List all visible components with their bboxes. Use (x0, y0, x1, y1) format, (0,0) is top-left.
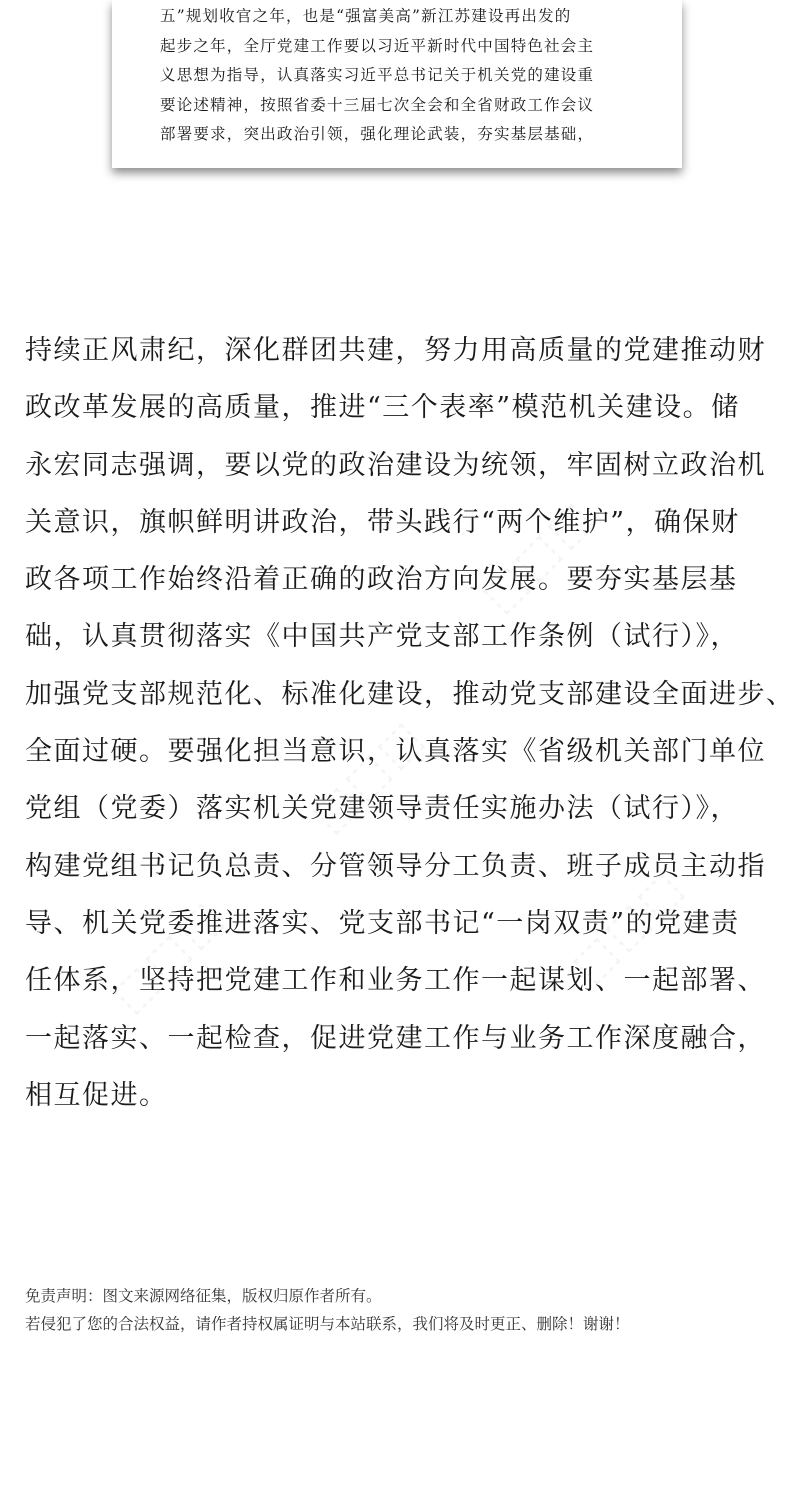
watermark-logo: ⬚⬚⬚ (301, 709, 435, 842)
body-line: 任体系，坚持把党建工作和业务工作一起谋划、一起部署、 (25, 965, 766, 997)
excerpt-line: 要论述精神，按照省委十三届七次全会和全省财政工作会议 (160, 95, 595, 114)
body-line: 政改革发展的高质量，推进“三个表率”模范机关建设。储 (25, 392, 740, 424)
body-line: 构建党组书记负总责、分管领导分工负责、班子成员主动指 (25, 850, 766, 882)
body-line: 关意识，旗帜鲜明讲政治，带头践行“两个维护”，确保财 (25, 506, 740, 538)
watermark-logo: ⬚⬚⬚ (471, 489, 605, 622)
excerpt-line: 部署要求，突出政治引领，强化理论武装，夯实基层基础， (160, 125, 595, 143)
excerpt-line: 起步之年，全厅党建工作要以习近平新时代中国特色社会主 (160, 36, 595, 55)
excerpt-line: 义思想为指导，认真落实习近平总书记关于机关党的建设重 (160, 66, 595, 84)
body-line: 础，认真贯彻落实《中国共产党支部工作条例（试行）》， (25, 621, 739, 653)
body-line: 一起落实、一起检查，促进党建工作与业务工作深度融合， (25, 1022, 766, 1054)
body-line: 加强党支部规范化、标准化建设，推动党支部建设全面进步、 (25, 678, 795, 710)
disclaimer-line-2: 若侵犯了您的合法权益，请作者持权属证明与本站联系，我们将及时更正、删除！谢谢！ (25, 1315, 630, 1333)
disclaimer (25, 1282, 785, 1338)
body-line: 导、机关党委推进落实、党支部书记“一岗双责”的党建责 (25, 907, 740, 939)
watermark-logo: ⬚⬚⬚ (101, 889, 235, 1022)
excerpt-line: 五”规划收官之年，也是“强富美高”新江苏建设再出发的 (160, 7, 572, 25)
body-line: 持续正风肃纪，深化群团共建，努力用高质量的党建推动财 (25, 335, 766, 366)
watermark-logo: ⬚⬚⬚ (561, 859, 695, 992)
body-line: 党组（党委）落实机关党建领导责任实施办法（试行）》， (25, 793, 739, 825)
body-line: 相互促进。 (25, 1079, 168, 1111)
disclaimer-line-1: 免责声明：图文来源网络征集，版权归原作者所有。 (25, 1287, 382, 1305)
body-line: 政各项工作始终沿着正确的政治方向发展。要夯实基层基 (25, 564, 738, 596)
body-line: 全面过硬。要强化担当意识，认真落实《省级机关部门单位 (25, 736, 766, 768)
article-body (25, 322, 795, 1124)
body-line: 永宏同志强调，要以党的政治建设为统领，牢固树立政治机 (25, 449, 766, 481)
document-excerpt-card (112, 0, 682, 168)
